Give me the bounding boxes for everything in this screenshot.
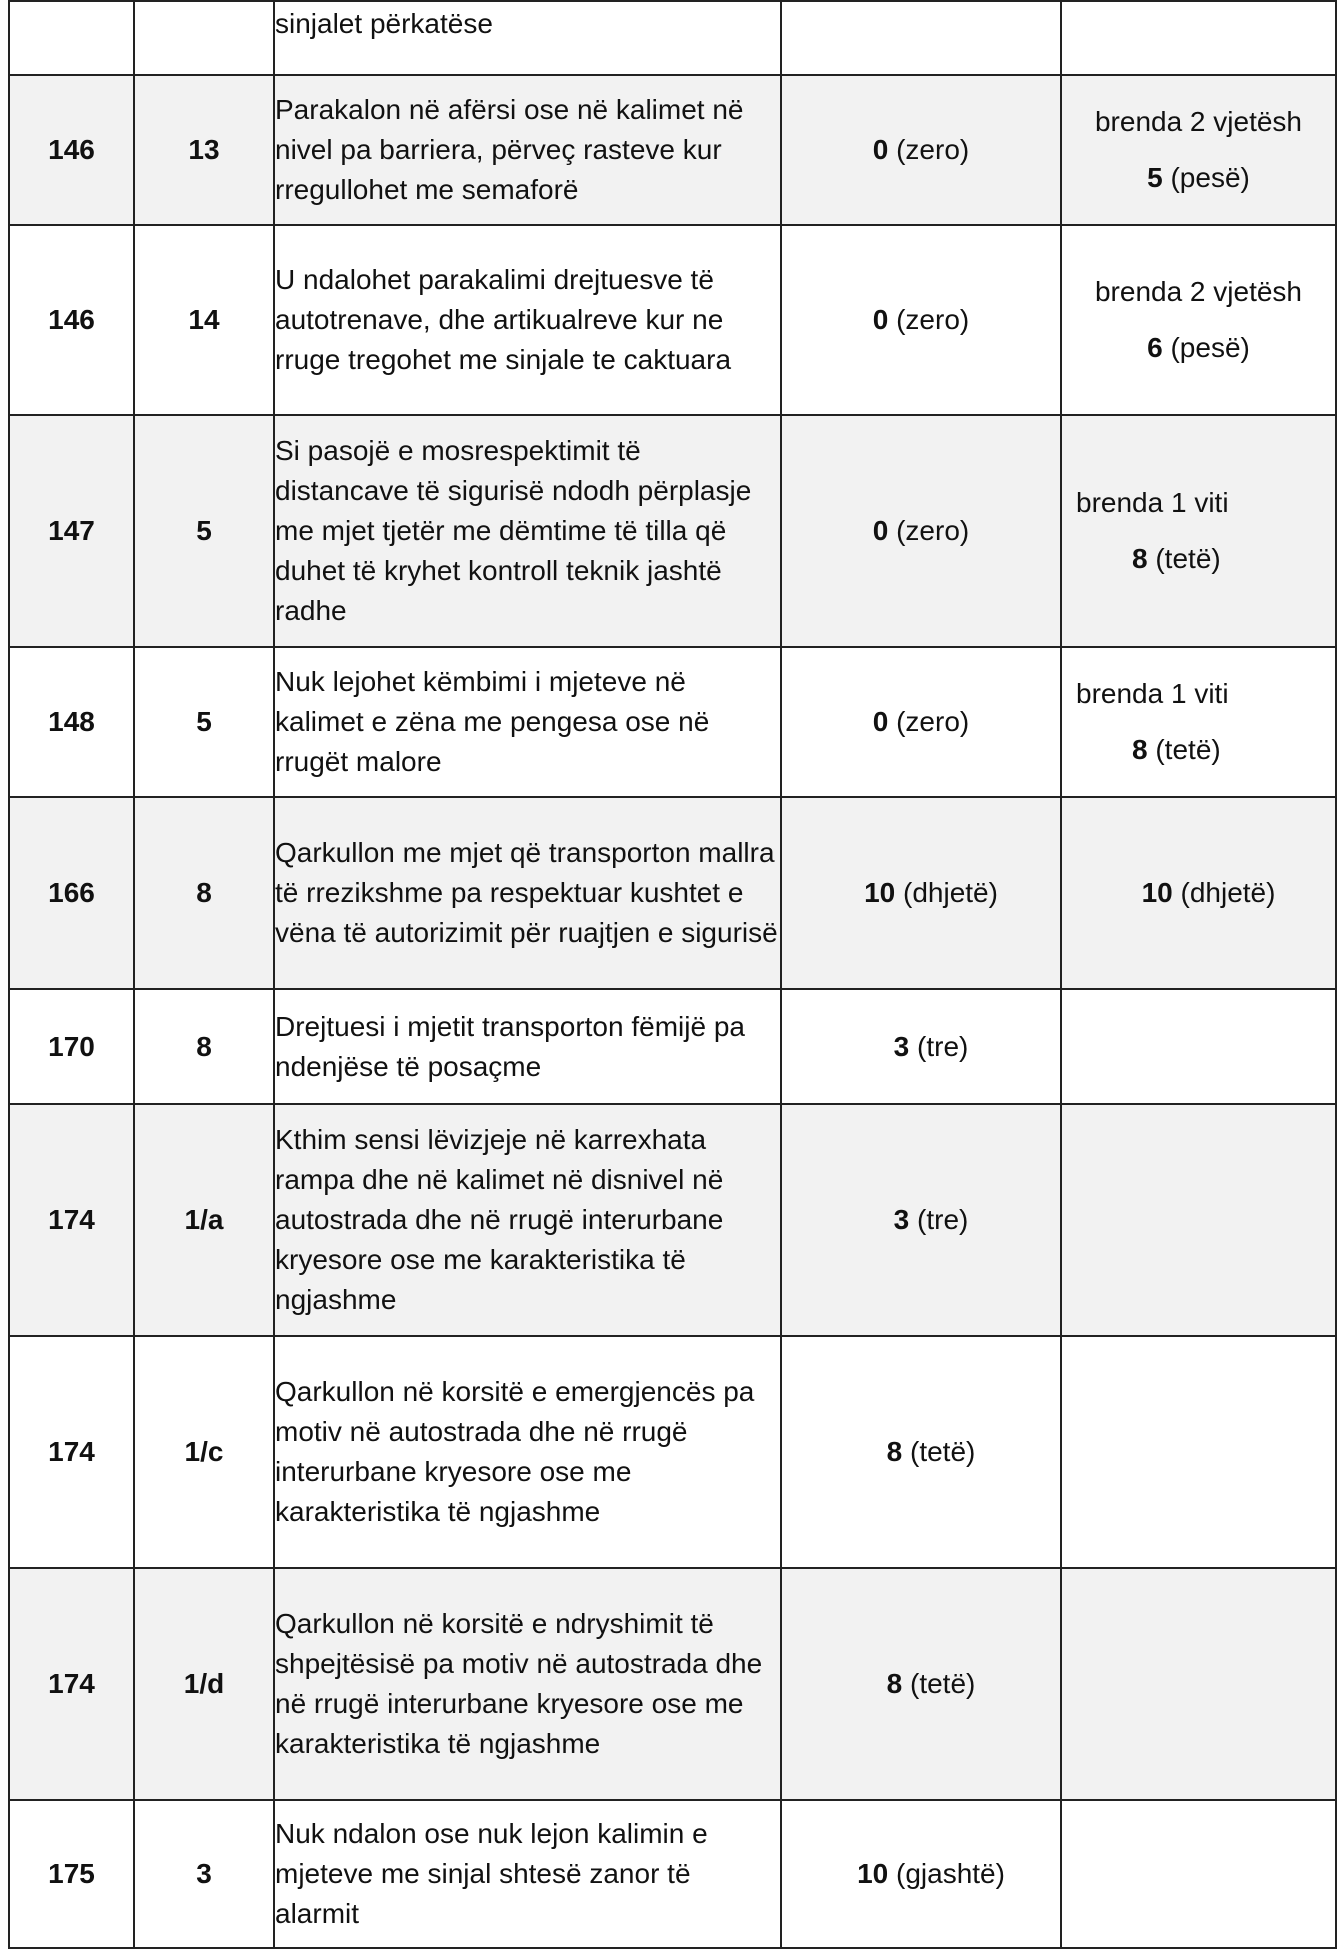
points-word: (dhjetë) xyxy=(903,877,998,908)
table-row xyxy=(9,75,1336,225)
points-number: 10 xyxy=(857,1858,889,1889)
recidivism-number: 5 xyxy=(1147,162,1163,193)
recidivism-cell xyxy=(1061,1336,1336,1568)
description-cell xyxy=(274,225,781,415)
recidivism-cell xyxy=(1061,647,1336,797)
points-number: 8 xyxy=(886,1668,903,1699)
recidivism-number: 8 xyxy=(1132,734,1148,765)
recidivism-cell xyxy=(1061,75,1336,225)
recidivism-word: (pesë) xyxy=(1170,332,1250,363)
points-number: 0 xyxy=(872,134,889,165)
points-word: (zero) xyxy=(896,134,970,165)
description-text: Parakalon në afërsi ose në kalimet në nivel pa barriera, përveç rasteve kur rregullohet me semaforë xyxy=(275,94,744,205)
article-cell: 175 xyxy=(9,1800,134,1948)
paragraph-cell: 13 xyxy=(134,75,274,225)
recidivism-cell xyxy=(1061,989,1336,1104)
article-cell: 147 xyxy=(9,415,134,647)
description-text: Kthim sensi lëvizjeje në karrexhata rampa dhe në kalimet në disnivel në autostrada dhe në rrugë interurbane kryesore ose me karakteristika të ngjashme xyxy=(275,1124,724,1315)
recidivism-cell xyxy=(1061,415,1336,647)
article-cell: 174 xyxy=(9,1568,134,1800)
article-cell xyxy=(9,1,134,75)
paragraph-cell xyxy=(134,1,274,75)
description-cell xyxy=(274,989,781,1104)
table-row xyxy=(9,415,1336,647)
description-cell xyxy=(274,415,781,647)
table-row xyxy=(9,1,1336,75)
points-cell xyxy=(781,797,1061,989)
description-text: Qarkullon në korsitë e emergjencës pa motiv në autostrada dhe në rrugë interurbane kryesore ose me karakteristika të ngjashme xyxy=(275,1376,755,1527)
recidivism-period: brenda 2 vjetësh xyxy=(1094,106,1303,137)
points-cell xyxy=(781,647,1061,797)
points-word: (tre) xyxy=(917,1204,969,1235)
paragraph-cell: 14 xyxy=(134,225,274,415)
recidivism-period: brenda 1 viti xyxy=(1076,487,1229,518)
points-word: (gjashtë) xyxy=(896,1858,1005,1889)
points-cell xyxy=(781,1568,1061,1800)
description-text: U ndalohet parakalimi drejtuesve të autotrenave, dhe artikualreve kur ne rruge tregohet me sinjale te caktuara xyxy=(275,264,732,375)
paragraph-cell: 5 xyxy=(134,647,274,797)
article-cell: 166 xyxy=(9,797,134,989)
points-cell xyxy=(781,1,1061,75)
recidivism-period: brenda 2 vjetësh xyxy=(1094,276,1303,307)
points-word: (zero) xyxy=(896,304,970,335)
recidivism-cell xyxy=(1061,1104,1336,1336)
description-text: Nuk ndalon ose nuk lejon kalimin e mjeteve me sinjal shtesë zanor të alarmit xyxy=(275,1818,708,1929)
description-text: Qarkullon në korsitë e ndryshimit të shpejtësisë pa motiv në autostrada dhe në rrugë interurbane kryesore ose me karakteristika të ngjashme xyxy=(275,1608,763,1759)
recidivism-number: 8 xyxy=(1132,543,1148,574)
paragraph-cell: 8 xyxy=(134,989,274,1104)
recidivism-word: (pesë) xyxy=(1170,162,1250,193)
points-number: 8 xyxy=(886,1436,903,1467)
description-cell xyxy=(274,647,781,797)
recidivism-cell xyxy=(1061,225,1336,415)
paragraph-cell: 8 xyxy=(134,797,274,989)
description-text: Nuk lejohet këmbimi i mjeteve në kalimet e zëna me pengesa ose në rrugët malore xyxy=(275,666,710,777)
points-cell xyxy=(781,1800,1061,1948)
recidivism-word: (tetë) xyxy=(1155,734,1221,765)
paragraph-cell: 1/c xyxy=(134,1336,274,1568)
description-cell xyxy=(274,1800,781,1948)
table-row xyxy=(9,647,1336,797)
recidivism-cell xyxy=(1061,797,1336,989)
table-row xyxy=(9,797,1336,989)
points-number: 0 xyxy=(872,706,889,737)
penalty-points-table xyxy=(8,0,1337,1949)
points-number: 0 xyxy=(872,515,889,546)
article-cell: 174 xyxy=(9,1336,134,1568)
description-cell xyxy=(274,75,781,225)
paragraph-cell: 1/a xyxy=(134,1104,274,1336)
points-cell xyxy=(781,225,1061,415)
description-cell xyxy=(274,1336,781,1568)
table-row xyxy=(9,225,1336,415)
points-word: (zero) xyxy=(896,515,970,546)
paragraph-cell: 3 xyxy=(134,1800,274,1948)
article-cell: 148 xyxy=(9,647,134,797)
article-cell: 170 xyxy=(9,989,134,1104)
points-word: (zero) xyxy=(896,706,970,737)
description-text: Qarkullon me mjet që transporton mallra të rrezikshme pa respektuar kushtet e vëna të autorizimit për ruajtjen e sigurisë xyxy=(275,837,778,948)
recidivism-cell xyxy=(1061,1568,1336,1800)
recidivism-number: 6 xyxy=(1147,332,1163,363)
description-cell xyxy=(274,1568,781,1800)
description-cell xyxy=(274,1104,781,1336)
points-number: 10 xyxy=(864,877,896,908)
recidivism-cell xyxy=(1061,1,1336,75)
points-cell xyxy=(781,1104,1061,1336)
recidivism-number: 10 xyxy=(1141,877,1173,908)
points-word: (tetë) xyxy=(910,1668,976,1699)
recidivism-period: brenda 1 viti xyxy=(1076,678,1229,709)
description-cell xyxy=(274,797,781,989)
points-cell xyxy=(781,1336,1061,1568)
points-word: (tetë) xyxy=(910,1436,976,1467)
description-cell xyxy=(274,1,781,75)
paragraph-cell: 1/d xyxy=(134,1568,274,1800)
points-cell xyxy=(781,415,1061,647)
paragraph-cell: 5 xyxy=(134,415,274,647)
recidivism-word: (tetë) xyxy=(1155,543,1221,574)
article-cell: 174 xyxy=(9,1104,134,1336)
points-cell xyxy=(781,75,1061,225)
description-text: sinjalet përkatëse xyxy=(275,8,493,39)
table-row xyxy=(9,1336,1336,1568)
article-cell: 146 xyxy=(9,225,134,415)
points-number: 3 xyxy=(893,1030,910,1062)
recidivism-cell xyxy=(1061,1800,1336,1948)
points-word: (tre) xyxy=(917,1030,969,1062)
recidivism-word: (dhjetë) xyxy=(1180,877,1276,908)
points-cell xyxy=(781,989,1061,1104)
table-row xyxy=(9,1800,1336,1948)
description-text: Drejtuesi i mjetit transporton fëmijë pa ndenjëse të posaçme xyxy=(275,1010,745,1082)
table-row xyxy=(9,989,1336,1104)
table-row xyxy=(9,1568,1336,1800)
points-number: 3 xyxy=(893,1204,910,1235)
article-cell: 146 xyxy=(9,75,134,225)
description-text: Si pasojë e mosrespektimit të distancave të sigurisë ndodh përplasje me mjet tjetër me dëmtime të tilla që duhet të kryhet kontroll teknik jashtë radhe xyxy=(275,435,752,626)
points-number: 0 xyxy=(872,304,889,335)
table-row xyxy=(9,1104,1336,1336)
